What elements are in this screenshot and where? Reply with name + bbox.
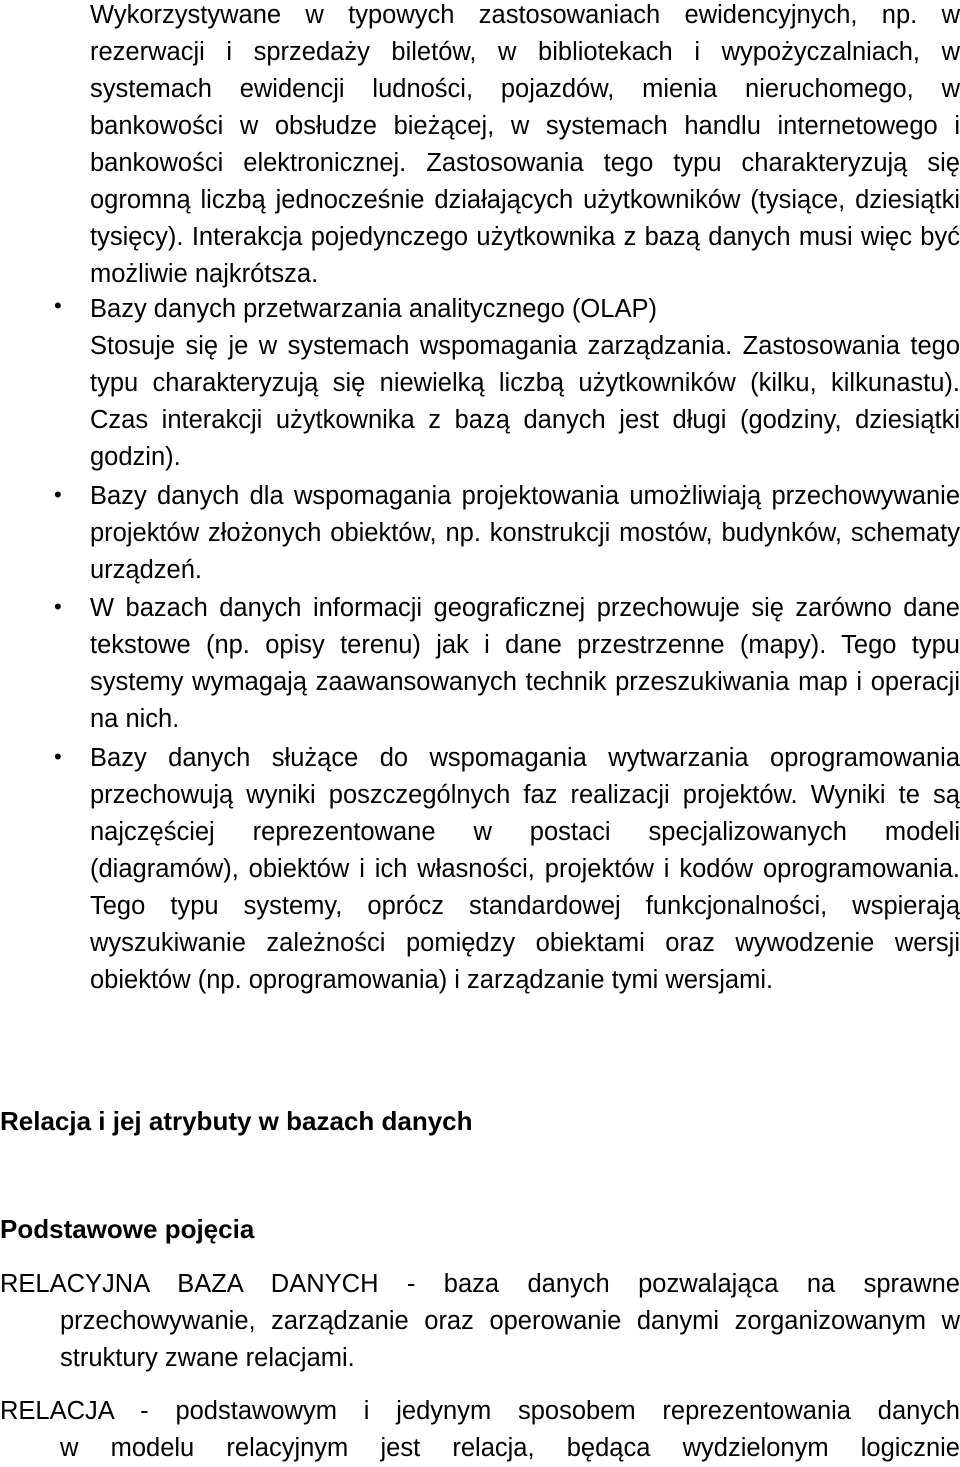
bullet-item-geographic: [90, 590, 960, 738]
bullet-icon: •: [54, 744, 62, 769]
bullet-icon: •: [54, 482, 62, 507]
definition-first-line: RELACJA - podstawowym i jedynym sposobem reprezentowania danych: [0, 1397, 960, 1425]
bullet-text: Stosuje się je w systemach wspomagania zarządzania. Zastosowania tego typu charakteryzują się niewielką liczbą użytkowników (kilku, kilkunastu). Czas interakcji użytkownika z bazą danych jest długi (godziny, dziesiątki godzin).: [90, 332, 960, 471]
bullet-icon: •: [54, 594, 62, 619]
bullet-item-design: [90, 478, 960, 589]
subsection-heading: Podstawowe pojęcia: [0, 1214, 255, 1244]
intro-paragraph: Wykorzystywane w typowych zastosowaniach ewidencyjnych, np. w rezerwacji i sprzedaży biletów, w bibliotekach i wypożyczalniach, w systemach ewidencji ludności, pojazdów, mienia nieruchomego, w bankowości w obsłudze bieżącej, w systemach handlu internetowego i bankowości elektronicznej. Zastosowania tego typu charakteryzują się ogromną liczbą jednocześnie działających użytkowników (tysiące, dziesiątki tysięcy). Interakcja pojedynczego użytkownika z bazą danych musi więc być możliwie najkrótsza.: [90, 1, 960, 288]
bullet-text: Bazy danych dla wspomagania projektowania umożliwiają przechowywanie projektów złożonych obiektów, np. konstrukcji mostów, budynków, schematy urządzeń.: [90, 482, 960, 584]
section-heading: Relacja i jej atrybuty w bazach danych: [0, 1106, 473, 1136]
definition-relational-database: [0, 1266, 960, 1377]
bullet-lead: Bazy danych przetwarzania analitycznego (OLAP): [90, 295, 657, 323]
definition-rest: przechowywanie, zarządzanie oraz operowanie danymi zorganizowanym w struktury zwane relacjami.: [60, 1307, 960, 1372]
bullet-item-software: [90, 740, 960, 999]
definition-relation: [0, 1393, 960, 1467]
bullet-text: W bazach danych informacji geograficznej przechowuje się zarówno dane tekstowe (np. opisy terenu) jak i dane przestrzenne (mapy). Tego typu systemy wymagają zaawansowanych technik przeszukiwania map i operacji na nich.: [90, 594, 960, 733]
definition-rest: w modelu relacyjnym jest relacja, będąca wydzielonym logicznie: [60, 1434, 960, 1462]
definition-first-line: RELACYJNA BAZA DANYCH - baza danych pozwalająca na sprawne: [0, 1270, 960, 1298]
bullet-icon: •: [54, 293, 62, 318]
bullet-text: Bazy danych służące do wspomagania wytwarzania oprogramowania przechowują wyniki poszczególnych faz realizacji projektów. Wyniki te są najczęściej reprezentowane w postaci specjalizowanych modeli (diagramów), obiektów i ich własności, projektów i kodów oprogramowania. Tego typu systemy, oprócz standardowej funkcjonalności, wspierają wyszukiwanie zależności pomiędzy obiektami oraz wywodzenie wersji obiektów (np. oprogramowania) i zarządzanie tymi wersjami.: [90, 744, 960, 994]
bullet-item-olap: [90, 291, 960, 476]
